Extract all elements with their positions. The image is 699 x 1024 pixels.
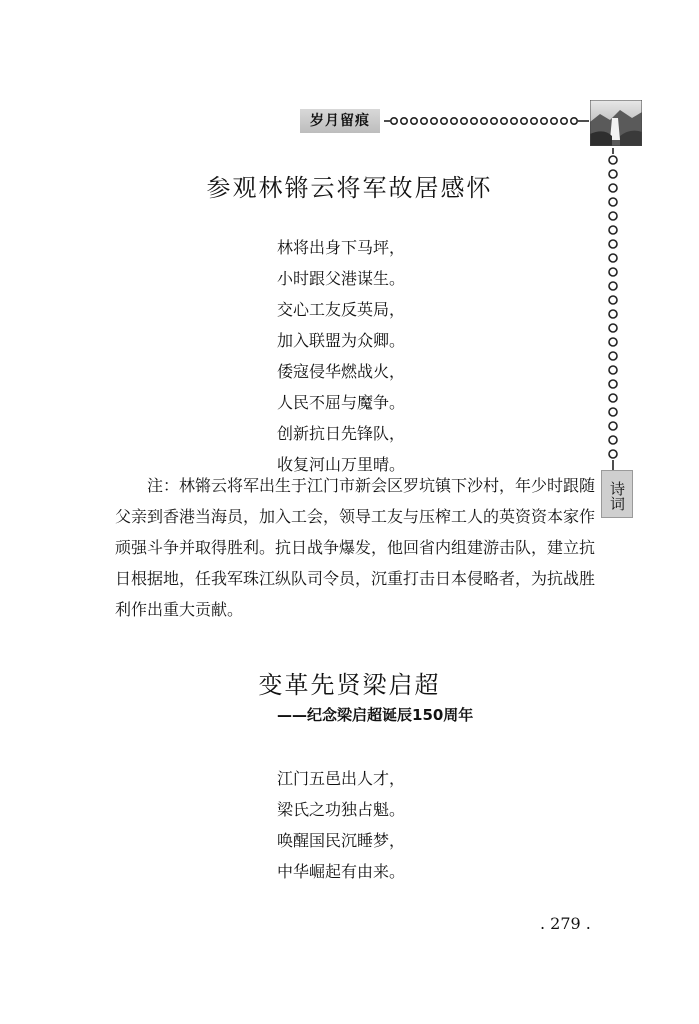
poem-line: 创新抗日先锋队， — [277, 424, 406, 443]
poem-line: 倭寇侵华燃战火， — [277, 362, 406, 381]
section-label: 岁月留痕 — [300, 109, 380, 133]
poem-title: 变革先贤梁启超 — [258, 671, 441, 699]
poem-line: 林将出身下马坪， — [277, 238, 406, 257]
poem-subtitle: ——纪念梁启超诞辰150周年 — [277, 706, 474, 724]
poem-body — [277, 232, 405, 480]
decorative-border-horizontal — [384, 116, 589, 126]
waterfall-landscape-image — [590, 100, 642, 146]
poem-title: 参观林锵云将军故居感怀 — [206, 174, 493, 202]
poem-line: 江门五邑出人才， — [277, 769, 406, 788]
poem-note: 注：林锵云将军出生于江门市新会区罗坑镇下沙村，年少时跟随父亲到香港当海员，加入工会，领导工友与压榨工人的英资资本家作顽强斗争并取得胜利。抗日战争爆发，他回省内组建游击队，建立抗日根据地，任我军珠江纵队司令员，沉重打击日本侵略者，为抗战胜利作出重大贡献。 — [115, 476, 596, 619]
poem-line: 加入联盟为众卿。 — [277, 331, 406, 350]
poem-line: 梁氏之功独占魁。 — [277, 800, 406, 819]
poem-line: 人民不屈与魔争。 — [277, 393, 406, 412]
poem-body — [277, 763, 405, 887]
category-side-tab: 诗词 — [601, 470, 633, 518]
poem-line: 交心工友反英局， — [277, 300, 406, 319]
poem-line: 唤醒国民沉睡梦， — [277, 831, 406, 850]
poem-line: 小时跟父港谋生。 — [277, 269, 406, 288]
poem-line: 中华崛起有由来。 — [277, 862, 406, 881]
poem-line: 收复河山万里晴。 — [277, 455, 406, 474]
page-number: . 279 . — [540, 914, 591, 933]
